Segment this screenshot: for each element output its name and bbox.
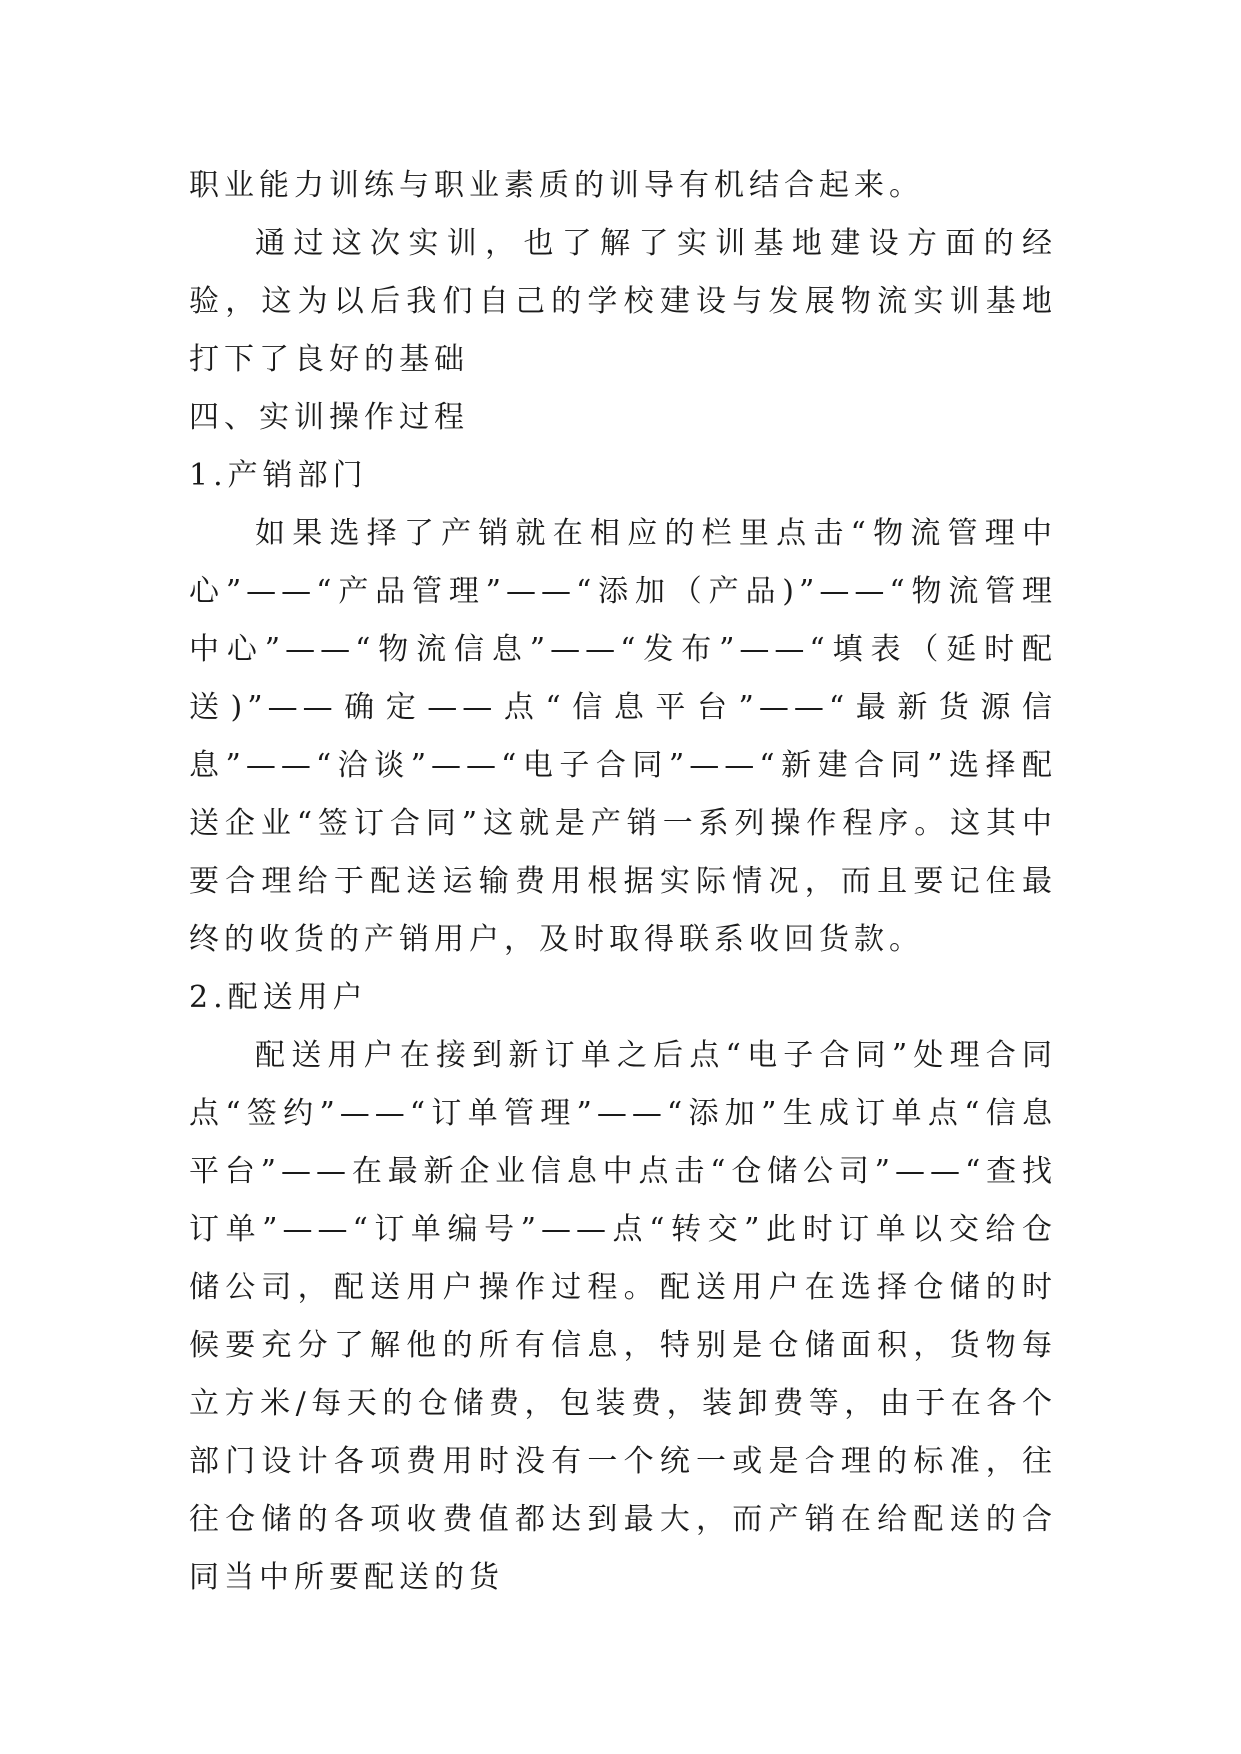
document-body bbox=[189, 157, 1057, 1607]
paragraph-production-sales: 如果选择了产销就在相应的栏里点击“物流管理中心”——“产品管理”——“添加（产品)”——“物流管理中心”——“物流信息”——“发布”——“填表（延时配送)”——确定——点“信息平台”——“最新货源信息”——“洽谈”——“电子合同”——“新建合同”选择配送企业“签订合同”这就是产销一系列操作程序。这其中要合理给于配送运输费用根据实际情况，而且要记住最终的收货的产销用户，及时取得联系收回货款。 bbox=[189, 516, 1057, 957]
section-heading-process: 四、实训操作过程 bbox=[189, 400, 469, 435]
paragraph-continuation: 职业能力训练与职业素质的训导有机结合起来。 bbox=[189, 168, 924, 203]
paragraph-delivery-user: 配送用户在接到新订单之后点“电子合同”处理合同点“签约”——“订单管理”——“添加”生成订单点“信息平台”——在最新企业信息中点击“仓储公司”——“查找订单”——“订单编号”——点“转交”此时订单以交给仓储公司，配送用户操作过程。配送用户在选择仓储的时候要充分了解他的所有信息，特别是仓储面积，货物每立方米/每天的仓储费，包装费，装卸费等，由于在各个部门设计各项费用时没有一个统一或是合理的标准，往往仓储的各项收费值都达到最大，而产销在给配送的合同当中所要配送的货 bbox=[189, 1038, 1057, 1595]
subheading-delivery-user: 2.配送用户 bbox=[189, 980, 368, 1015]
paragraph-training-base: 通过这次实训，也了解了实训基地建设方面的经验，这为以后我们自己的学校建设与发展物流实训基地打下了良好的基础 bbox=[189, 226, 1057, 377]
subheading-production-sales: 1.产销部门 bbox=[189, 458, 368, 493]
